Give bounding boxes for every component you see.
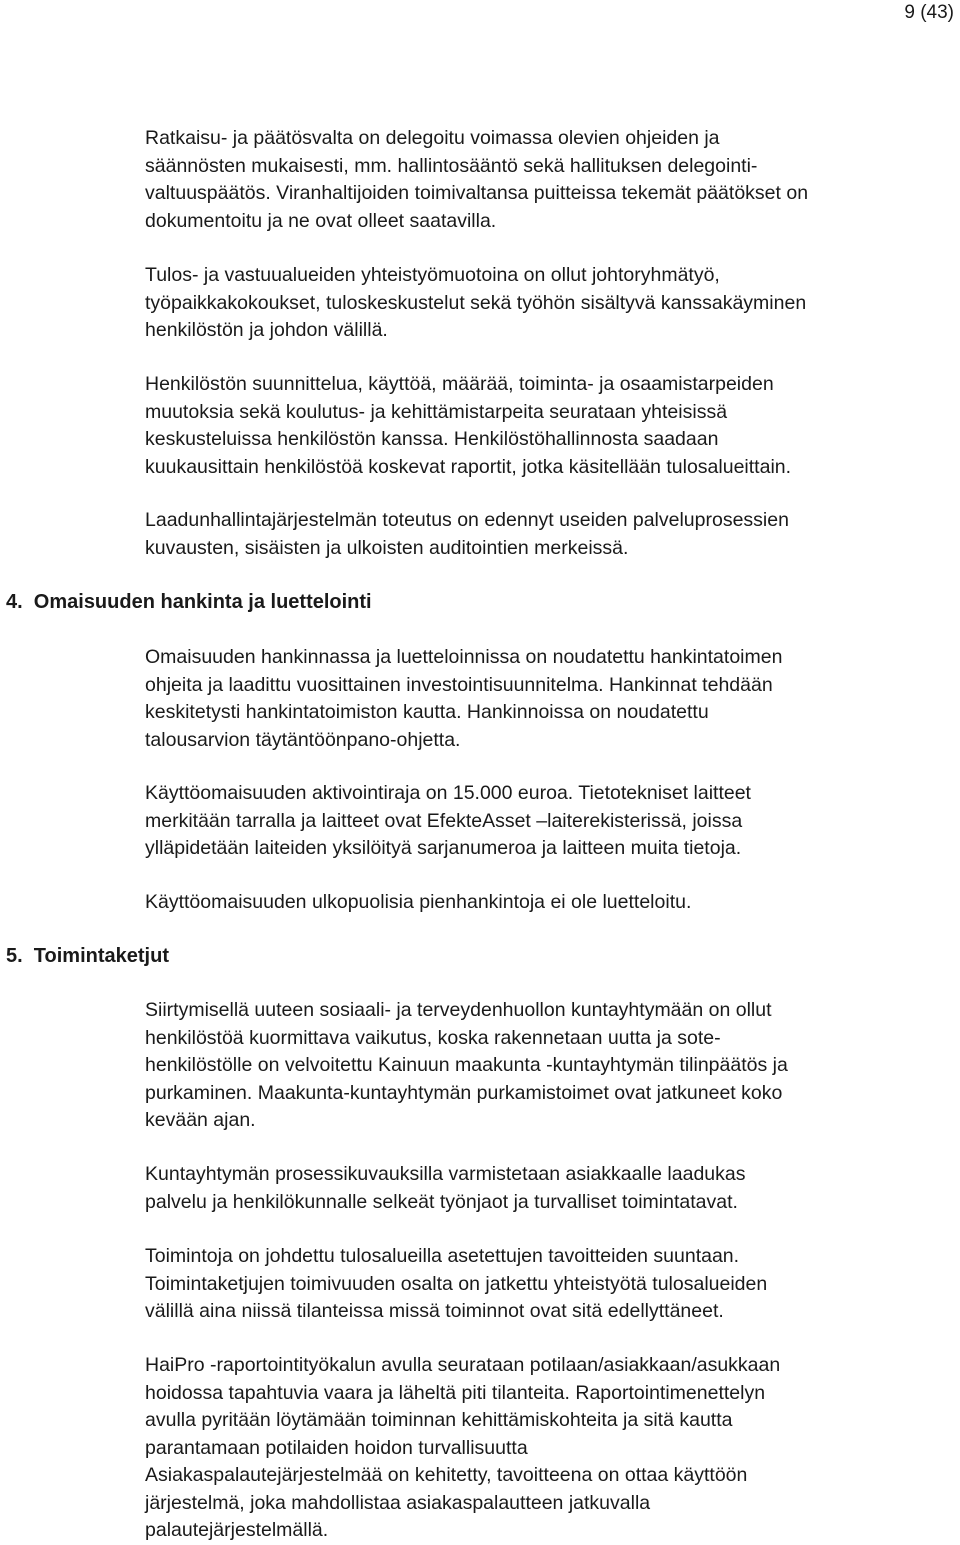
text-line: työpaikkakokoukset, tuloskeskustelut sekä työhön sisältyvä kanssakäyminen	[145, 291, 807, 314]
text-line: Käyttöomaisuuden ulkopuolisia pienhankintoja ei ole luetteloitu.	[145, 891, 692, 913]
paragraph-delegation	[145, 125, 808, 235]
text-line: Omaisuuden hankinnassa ja luetteloinnissa on noudatettu hankintatoimen	[145, 646, 783, 668]
text-line: talousarvion täytäntöönpano-ohjetta.	[145, 728, 461, 751]
paragraph-procurement	[145, 644, 782, 754]
paragraph-personnel-planning	[145, 371, 791, 481]
text-line: ylläpidetään laiteiden yksilöityä sarjanumeroa ja laitteen muita tietoja.	[145, 837, 742, 859]
text-line: Siirtymisellä uuteen sosiaali- ja terveydenhuollon kuntayhtymään on ollut	[145, 999, 772, 1021]
paragraph-fixed-assets	[145, 780, 751, 863]
text-line: järjestelmä, joka mahdollistaa asiakaspalautteen jatkuvalla	[145, 1491, 651, 1514]
text-line: purkaminen. Maakunta-kuntayhtymän purkamistoimet ovat jatkuneet koko	[145, 1081, 783, 1104]
paragraph-transition	[145, 997, 788, 1135]
text-line: keskitetysti hankintatoimiston kautta. Hankinnoissa on noudatettu	[145, 701, 709, 723]
text-line: HaiPro -raportointityökalun avulla seurataan potilaan/asiakkaan/asukkaan	[145, 1354, 781, 1376]
text-line: palautejärjestelmällä.	[145, 1519, 329, 1541]
section-heading-5: 5. Toimintaketjut	[6, 945, 169, 967]
paragraph-process-descriptions	[145, 1161, 745, 1216]
text-line: muutoksia sekä koulutus- ja kehittämistarpeita seurataan yhteisissä	[145, 400, 728, 423]
text-line: Kuntayhtymän prosessikuvauksilla varmistetaan asiakkaalle laadukas	[145, 1163, 746, 1185]
text-line: Toimintoja on johdettu tulosalueilla asetettujen tavoitteiden suuntaan.	[145, 1245, 740, 1267]
text-line: Laadunhallintajärjestelmän toteutus on edennyt useiden palveluprosessien	[145, 509, 789, 531]
paragraph-small-purchases	[145, 889, 691, 917]
text-line: henkilöstön ja johdon välillä.	[145, 319, 388, 341]
text-line: hoidossa tapahtuvia vaara ja läheltä piti tilanteita. Raportointimenettelyn	[145, 1381, 766, 1404]
text-line: Toimintaketjujen toimivuuden osalta on jatkettu yhteistyötä tulosalueiden	[145, 1272, 768, 1295]
text-line: ohjeita ja laadittu vuosittainen investointisuunnitelma. Hankinnat tehdään	[145, 673, 773, 696]
text-line: avulla pyritään löytämään toiminnan kehittämiskohteita ja sitä kautta	[145, 1409, 733, 1431]
text-line: Henkilöstön suunnittelua, käyttöä, määrää, toiminta- ja osaamistarpeiden	[145, 373, 774, 395]
text-line: keskusteluissa henkilöstön kanssa. Henkilöstöhallinnosta saadaan	[145, 428, 719, 450]
text-line: Asiakaspalautejärjestelmää on kehitetty, tavoitteena on ottaa käyttöön	[145, 1464, 748, 1486]
text-line: kuukausittain henkilöstöä koskevat raportit, jotka käsitellään tulosalueittain.	[145, 455, 792, 478]
paragraph-goals	[145, 1243, 767, 1326]
text-line: henkilöstöä kuormittava vaikutus, koska rakennetaan uutta ja sote-	[145, 1026, 721, 1049]
text-line: Ratkaisu- ja päätösvalta on delegoitu voimassa olevien ohjeiden ja	[145, 127, 720, 149]
text-line: Tulos- ja vastuualueiden yhteistyömuotoina on ollut johtoryhmätyö,	[145, 264, 720, 286]
text-line: palvelu ja henkilökunnalle selkeät työnjaot ja turvalliset toimintatavat.	[145, 1190, 738, 1213]
text-line: säännösten mukaisesti, mm. hallintosääntö sekä hallituksen delegointi-	[145, 154, 758, 177]
text-line: valtuuspäätös. Viranhaltijoiden toimivaltansa puitteissa tekemät päätökset on	[145, 182, 809, 204]
text-line: välillä aina niissä tilanteissa missä toiminnot ovat sitä edellyttäneet.	[145, 1300, 724, 1322]
text-line: merkitään tarralla ja laitteet ovat EfekteAsset –laiterekisterissä, joissa	[145, 809, 743, 832]
text-line: kuvausten, sisäisten ja ulkoisten auditointien merkeissä.	[145, 536, 629, 559]
paragraph-haipro	[145, 1352, 780, 1545]
text-line: dokumentoitu ja ne ovat olleet saatavilla.	[145, 209, 497, 232]
paragraph-cooperation	[145, 262, 806, 345]
text-line: Käyttöomaisuuden aktivointiraja on 15.000 euroa. Tietotekniset laitteet	[145, 782, 751, 804]
text-line: henkilöstölle on velvoitettu Kainuun maakunta -kuntayhtymän tilinpäätös ja	[145, 1054, 788, 1076]
page-number: 9 (43)	[904, 2, 954, 23]
paragraph-quality-management	[145, 507, 789, 562]
text-line: kevään ajan.	[145, 1109, 256, 1131]
text-line: parantamaan potilaiden hoidon turvallisuutta	[145, 1436, 528, 1459]
section-heading-4: 4. Omaisuuden hankinta ja luettelointi	[6, 591, 372, 613]
